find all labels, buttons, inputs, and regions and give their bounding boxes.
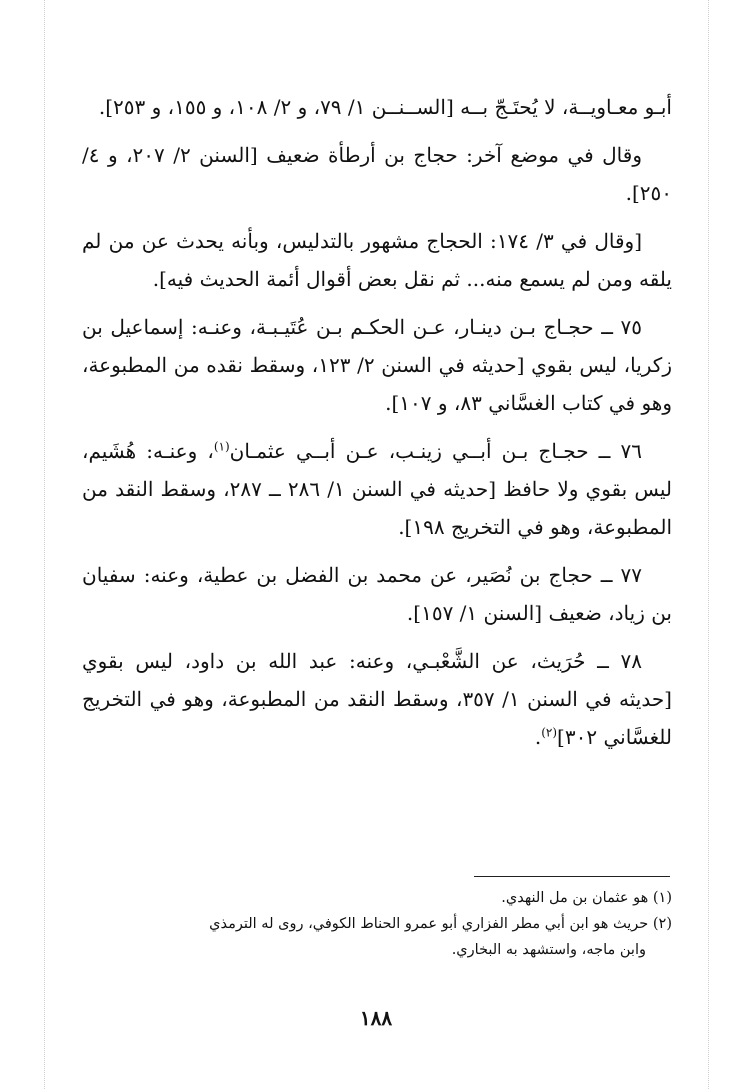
entry-75: ٧٥ ــ حجـاج بـن دينـار، عـن الحكـم بـن عُتَيـبـة، وعنـه: إسماعيل بن زكريا، ليس بقوي [حديثه في السنن ٢/ ١٢٣، وسقط نقده من المطبوعة، وهو في كتاب الغسَّاني ٨٣، و ١٠٧]. <box>82 315 672 415</box>
footnote-number: (٢) <box>652 916 672 932</box>
footnote-ref-2: (٢) <box>541 725 558 740</box>
main-text <box>82 88 672 766</box>
entry-78 <box>82 642 672 756</box>
footnote-text: هو عثمان بن مل النهدي. <box>501 890 649 906</box>
scan-artifact-line <box>708 0 709 1089</box>
page-number: ١٨٨ <box>359 1006 393 1030</box>
entry-78-text: ٧٨ ــ حُرَيث، عن الشَّعْبـي، وعنه: عبد الله بن داود، ليس بقوي [حديثه في السنن ١/ ٣٥٧، وسقط النقد من المطبوعة، وهو في التخريج للغسَّاني ٣٠٢] <box>82 649 672 749</box>
scan-artifact-line <box>44 0 45 1089</box>
paragraph-1: أبـو معـاويــة، لا يُحتَـجّ بــه [الســنــن ١/ ٧٩، و ٢/ ١٠٨، و ١٥٥، و ٢٥٣]. <box>98 95 672 119</box>
entry-76 <box>82 432 672 546</box>
entry-77: ٧٧ ــ حجاج بن نُصَير، عن محمد بن الفضل بن عطية، وعنه: سفيان بن زياد، ضعيف [السنن ١/ ١٥٧]. <box>82 563 672 625</box>
footnote-separator <box>474 876 670 877</box>
footnote-1 <box>82 885 672 911</box>
paragraph-2: وقال في موضع آخر: حجاج بن أرطأة ضعيف [السنن ٢/ ٢٠٧، و ٤/ ٢٥٠]. <box>82 143 672 205</box>
entry-78-end: . <box>534 725 542 749</box>
footnote-2 <box>82 911 672 963</box>
entry-76-text-rest: ، وعنـه: هُشَيم، ليس بقوي ولا حافظ [حديثه في السنن ١/ ٢٨٦ ــ ٢٨٧، وسقط النقد من المطبوعة، وهو في التخريج ١٩٨]. <box>82 439 672 539</box>
footnotes <box>82 885 672 963</box>
footnote-ref-1: (١) <box>213 439 230 454</box>
footnote-text: حريث هو ابن أبي مطر الفزاري أبو عمرو الحناط الكوفي، روى له الترمذي <box>209 916 649 932</box>
paragraph-3: [وقال في ٣/ ١٧٤: الحجاج مشهور بالتدليس، وبأنه يحدث عن من لم يلقه ومن لم يسمع منه... ثم نقل بعض أقوال أئمة الحديث فيه]. <box>82 229 672 291</box>
entry-76-text: ٧٦ ــ حجـاج بـن أبــي زينـب، عـن أبــي عثمـان <box>229 439 642 463</box>
footnote-text-continued: وابن ماجه، واستشهد به البخاري. <box>451 942 646 958</box>
footnote-number: (١) <box>652 890 672 906</box>
